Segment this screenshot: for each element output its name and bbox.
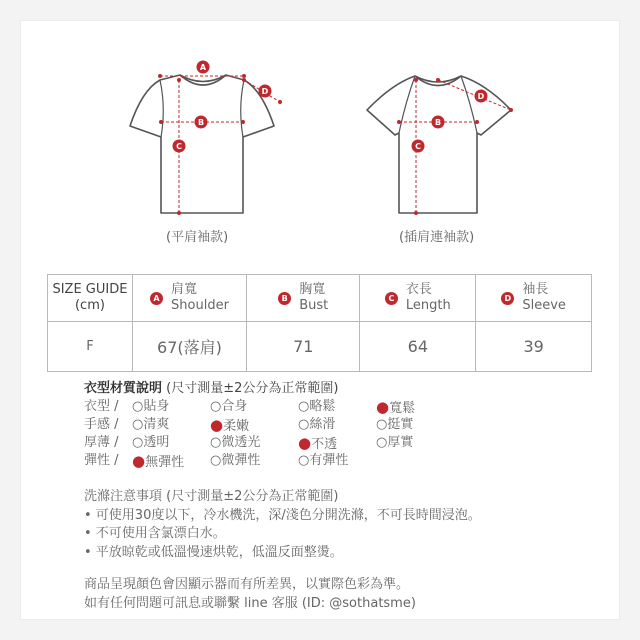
tee-caption-raglan: (插肩連袖款) <box>399 230 475 245</box>
svg-text:C: C <box>176 142 182 151</box>
column-en: Shoulder <box>171 298 229 313</box>
material-option: ○ 挺實 <box>376 416 413 434</box>
column-en: Length <box>405 298 451 313</box>
column-header-sleeve <box>476 275 592 322</box>
material-option-selected: ● 無彈性 <box>132 452 184 472</box>
material-option: ○ 合身 <box>210 398 247 416</box>
column-header-bust <box>247 275 360 322</box>
marker-b-badge <box>432 116 445 129</box>
material-option-selected: ● 不透 <box>298 434 337 454</box>
column-zh: 袖長 <box>522 282 549 297</box>
material-option: ○ 絲滑 <box>298 416 335 434</box>
marker-b-badge <box>195 116 208 129</box>
material-row <box>84 434 414 452</box>
materials-title-line <box>84 380 338 398</box>
material-option: ○ 透明 <box>132 434 169 452</box>
care-item: • 不可使用含氯漂白水。 <box>84 526 226 541</box>
column-header-length <box>360 275 476 322</box>
size-guide-unit: (cm) <box>74 298 105 313</box>
material-option: ○ 略鬆 <box>298 398 335 416</box>
size-guide-cell <box>48 275 133 322</box>
marker-a-badge <box>197 61 210 74</box>
materials-title: 衣型材質說明 <box>84 381 163 396</box>
size-cell: F <box>48 322 133 372</box>
tee-set-in-sleeve <box>130 75 274 213</box>
materials-rows <box>84 398 416 470</box>
notes-section <box>84 576 416 613</box>
care-section <box>84 488 481 562</box>
material-option: ○ 厚實 <box>376 434 413 452</box>
table-row <box>48 322 592 372</box>
material-option-selected: ● 寬鬆 <box>376 398 415 418</box>
svg-text:D: D <box>261 87 269 96</box>
svg-text:D: D <box>477 92 485 101</box>
svg-text:B: B <box>434 118 442 127</box>
materials-subtitle: (尺寸測量±2公分為正常範圍) <box>166 381 339 396</box>
badge-c: C <box>385 292 398 305</box>
column-zh: 衣長 <box>405 282 432 297</box>
material-row-label: 衣型 / <box>84 399 119 414</box>
material-row-label: 手感 / <box>84 417 119 432</box>
tee-caption-set-in: (平肩袖款) <box>166 230 229 245</box>
note-line: 如有任何問題可訊息或聯繫 line 客服 (ID: @sothatsme) <box>84 595 416 611</box>
marker-d-badge <box>475 90 488 103</box>
column-header-shoulder <box>132 275 246 322</box>
badge-b: B <box>278 292 291 305</box>
size-table-header <box>48 275 592 322</box>
tee-raglan-sleeve <box>367 76 511 213</box>
svg-text:C: C <box>415 142 421 151</box>
marker-d-badge <box>259 85 272 98</box>
marker-c-badge <box>173 140 186 153</box>
material-option: ○ 清爽 <box>132 416 169 434</box>
material-option: ○ 貼身 <box>132 398 169 416</box>
bust-value: 71 <box>247 322 360 372</box>
material-row-label: 厚薄 / <box>84 435 119 450</box>
badge-d: D <box>501 292 514 305</box>
material-row <box>84 452 349 470</box>
material-row-label: 彈性 / <box>84 453 119 468</box>
material-option-selected: ● 柔嫩 <box>210 416 249 436</box>
material-row <box>84 398 416 416</box>
sleeve-value: 39 <box>476 322 592 372</box>
care-item: • 平放晾乾或低溫慢速烘乾，低溫反面整燙。 <box>84 544 343 560</box>
material-option: ○ 有彈性 <box>298 452 348 470</box>
svg-text:A: A <box>199 63 207 72</box>
material-option: ○ 微彈性 <box>210 452 260 470</box>
materials-section <box>84 380 416 470</box>
shoulder-value: 67(落肩) <box>132 322 246 372</box>
care-title: 洗滌注意事項 (尺寸測量±2公分為正常範圍) <box>84 489 339 504</box>
care-item: • 可使用30度以下，冷水機洗，深/淺色分開洗滌，不可長時間浸泡。 <box>84 507 481 523</box>
marker-c-badge <box>412 140 425 153</box>
tee-diagrams <box>0 0 640 260</box>
length-value: 64 <box>360 322 476 372</box>
size-guide-label: SIZE GUIDE <box>52 282 128 297</box>
column-en: Bust <box>299 298 329 313</box>
column-zh: 胸寬 <box>299 282 326 297</box>
note-line: 商品呈現顏色會因顯示器而有所差異，以實際色彩為準。 <box>84 577 410 592</box>
badge-a: A <box>150 292 163 305</box>
material-row <box>84 416 414 434</box>
material-option: ○ 微透光 <box>210 434 260 452</box>
svg-text:B: B <box>197 118 205 127</box>
size-table <box>47 274 592 372</box>
column-en: Sleeve <box>522 298 566 313</box>
column-zh: 肩寬 <box>171 282 198 297</box>
